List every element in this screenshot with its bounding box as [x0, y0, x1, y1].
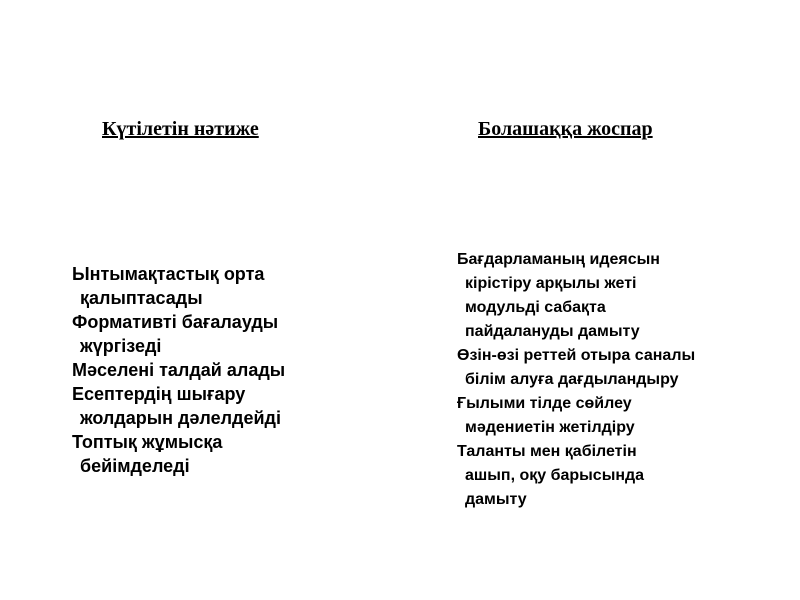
list-item-line: мәдениетін жетілдіру — [465, 419, 635, 436]
list-item-line: Өзін-өзі реттей отыра саналы — [457, 347, 696, 364]
list-item-line: Таланты мен қабілетін — [457, 443, 637, 460]
list-item-line: жүргізеді — [80, 336, 162, 356]
list-item — [445, 440, 755, 512]
list-item-line: жолдарын дәлелдейді — [80, 408, 281, 428]
list-item-line: білім алуға дағдыландыру — [465, 371, 679, 388]
list-item-line: Ғылыми тілде сөйлеу — [457, 395, 632, 412]
expected-result-heading: Күтілетін нәтиже — [102, 118, 259, 140]
list-item-line: кірістіру арқылы жеті — [465, 275, 637, 292]
list-item-line: пайдалануды дамыту — [465, 323, 640, 340]
list-item-line: модульді сабақта — [465, 299, 606, 316]
list-item-line: ашып, оқу барысында — [465, 467, 645, 484]
list-item-line: Бағдарламаның идеясын — [457, 251, 660, 268]
future-plan-list — [445, 248, 755, 512]
list-item — [445, 344, 755, 392]
future-plan-heading: Болашаққа жоспар — [478, 118, 653, 140]
list-item — [445, 392, 755, 440]
list-item — [58, 430, 358, 478]
list-item — [58, 262, 358, 310]
list-item-line: Мәселені талдай алады — [72, 360, 286, 380]
list-item-line: Формативті бағалауды — [72, 312, 279, 332]
list-item-line: қалыптасады — [80, 288, 203, 308]
list-item — [58, 382, 358, 430]
list-item-line: бейімделеді — [80, 456, 190, 476]
list-item-line: дамыту — [465, 491, 527, 508]
list-item — [58, 358, 358, 382]
list-item — [445, 248, 755, 344]
list-item-line: Топтық жұмысқа — [72, 432, 223, 452]
list-item-line: Есептердің шығару — [72, 384, 246, 404]
list-item-line: Ынтымақтастық орта — [72, 264, 265, 284]
expected-result-list — [58, 262, 358, 478]
list-item — [58, 310, 358, 358]
